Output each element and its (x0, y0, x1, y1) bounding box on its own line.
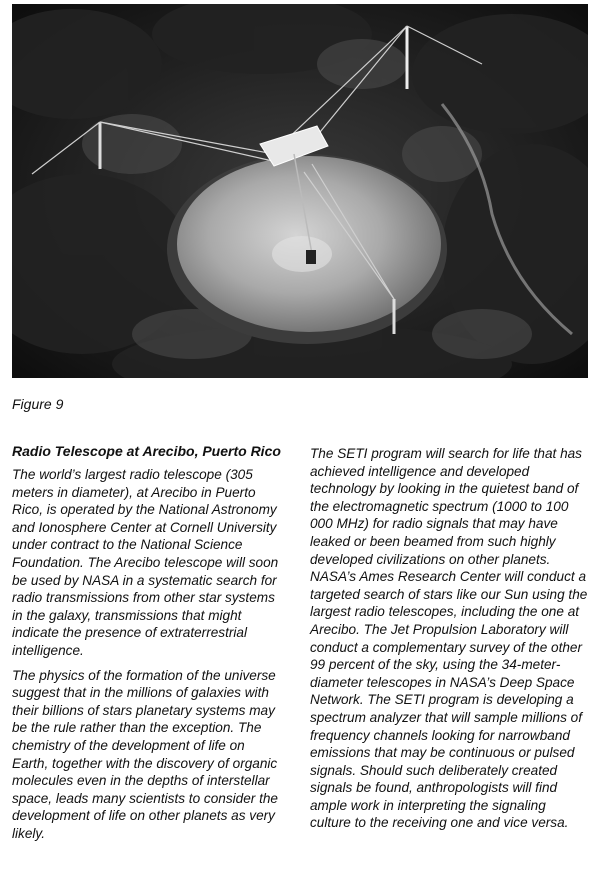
figure-label: Figure 9 (12, 396, 64, 412)
article-title: Radio Telescope at Arecibo, Puerto Rico (12, 443, 281, 459)
left-paragraph-1: The world’s largest radio telescope (305 meters in diameter), at Arecibo in Puerto Rico, is operated by the National Astronomy and Ionosphere Center at Cornell University under contract to the National Science Foundation. The Arecibo telescope will soon be used by NASA in a systematic search for radio transmissions from other star systems in the galaxy, transmissions that might indicate the presence of extraterrestrial intelligence. (12, 467, 279, 658)
article-right-column (310, 445, 590, 839)
arecibo-telescope-photo (12, 4, 588, 378)
right-paragraph: The SETI program will search for life that has achieved intelligence and developed technology by looking in the quietest band of the electromagnetic spectrum (1000 to 100 000 MHz) for radio signals that may have leaked or been beamed from such highly developed civilizations on other planets. NASA’s Ames Research Center will conduct a targeted search of stars like our Sun using the largest radio telescopes, including the one at Arecibo. The Jet Propulsion Laboratory will conduct a complementary survey of the other 99 percent of the sky, using the 34-meter-diameter telescopes in NASA’s Deep Space Network. The SETI program is developing a spectrum analyzer that will sample millions of frequency channels looking for narrowband emissions that may be continuous or pulsed signals. Should such deliberately created signals be found, anthropologists will find ample work in interpreting the signaling culture to the receiving one and vice versa. (310, 446, 588, 831)
article-left-column (12, 443, 284, 849)
left-paragraph-2: The physics of the formation of the universe suggest that in the millions of galaxies with their billions of stars planetary systems may be the rule rather than the exception. The chemistry of the development of life on Earth, together with the discovery of organic molecules even in the depths of interstellar space, leads many scientists to consider the development of life on other planets as very likely. (12, 667, 278, 841)
aerial-photo-illustration (12, 4, 588, 378)
